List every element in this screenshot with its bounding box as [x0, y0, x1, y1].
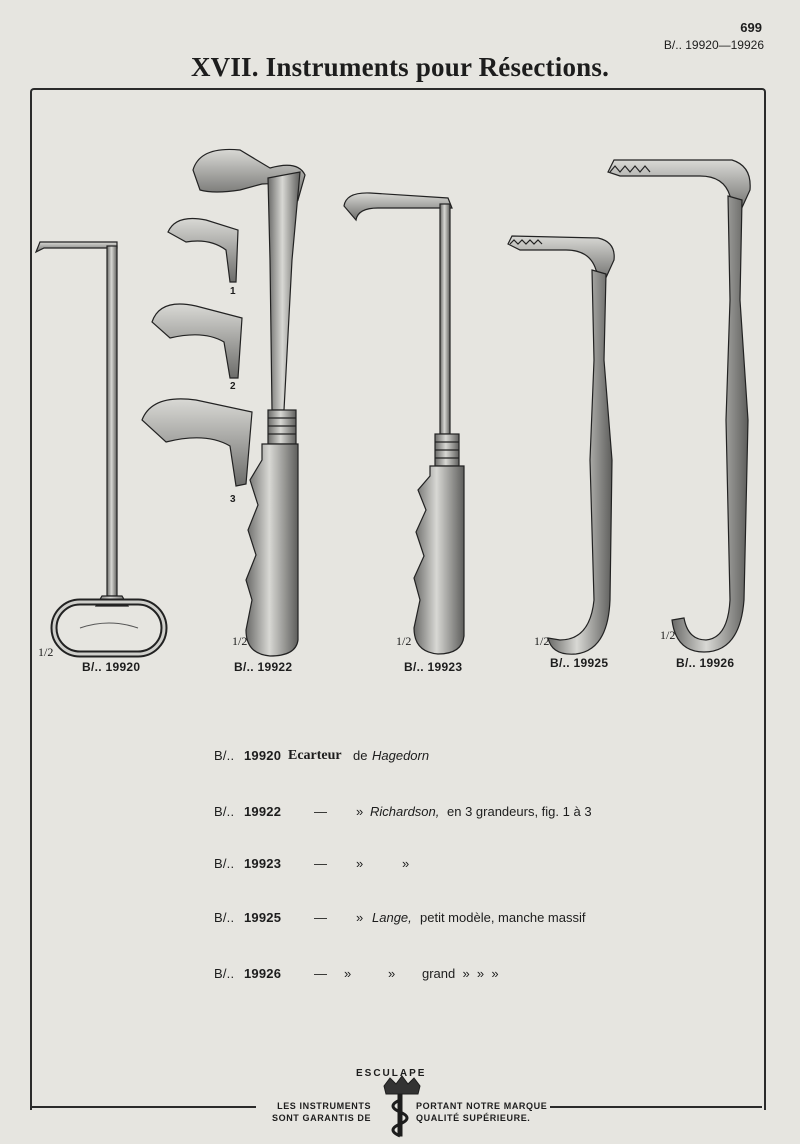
catalog-number: 19925: [244, 910, 282, 925]
catalog-dash: —: [314, 966, 327, 981]
page-title: XVII. Instruments pour Résections.: [190, 52, 610, 82]
catalog-dash: —: [314, 910, 327, 925]
footer-brand: ESCULAPE: [356, 1068, 427, 1079]
figure-code-19925: B/.. 19925: [550, 656, 609, 670]
blade-number-1: 1: [230, 286, 236, 297]
catalog-number: 19920: [244, 748, 282, 763]
scale-19922: 1/2: [232, 634, 248, 648]
figure-code-19926: B/.. 19926: [676, 656, 735, 670]
scale-19923: 1/2: [396, 634, 412, 648]
scale-19926: 1/2: [660, 628, 676, 642]
page-number: 699: [740, 20, 762, 35]
catalog-detail: grand » » »: [422, 966, 499, 981]
catalog-connector: de: [353, 748, 368, 763]
scale-19925: 1/2: [534, 634, 550, 648]
footer-rule-left: [30, 1106, 256, 1108]
catalog-number: 19923: [244, 856, 282, 871]
catalog-prefix: B/..: [214, 748, 235, 763]
footer-right-line-1: PORTANT NOTRE MARQUE: [416, 1101, 548, 1111]
footer-rule-right: [550, 1106, 762, 1108]
footer-left-line-1: LES INSTRUMENTS: [277, 1101, 372, 1111]
catalog-dash: —: [314, 804, 327, 819]
catalog-ditto: »: [356, 856, 364, 871]
figure-code-19920: B/.. 19920: [82, 660, 141, 674]
blade-number-3: 3: [230, 494, 236, 505]
retractor-19923-illustration: [344, 193, 464, 654]
scale-19920: 1/2: [38, 645, 54, 659]
catalog-detail: en 3 grandeurs, fig. 1 à 3: [447, 804, 592, 819]
figure-code-19923: B/.. 19923: [404, 660, 463, 674]
catalog-ditto: »: [344, 966, 352, 981]
catalog-number: 19922: [244, 804, 282, 819]
catalog-author: Richardson,: [370, 804, 440, 819]
catalog-number: 19926: [244, 966, 282, 981]
catalog-dash: —: [314, 856, 327, 871]
esculape-logo-icon: [384, 1076, 420, 1136]
figure-code-19922: B/.. 19922: [234, 660, 293, 674]
catalog-ditto: »: [356, 804, 364, 819]
catalog-author: Lange,: [372, 910, 412, 925]
footer-left-line-2: SONT GARANTIS DE: [272, 1113, 372, 1123]
blade-number-2: 2: [230, 381, 236, 392]
footer-right-text: [416, 1100, 547, 1124]
footer-left-text: [272, 1100, 371, 1124]
catalog-prefix: B/..: [214, 966, 235, 981]
hagedorn-retractor-illustration: [36, 242, 164, 654]
lange-large-retractor-illustration: [608, 160, 750, 652]
catalog-detail: »: [402, 856, 410, 871]
catalog-name: Ecarteur: [288, 748, 342, 763]
catalog-range: B/.. 19920—19926: [663, 38, 764, 52]
catalog-prefix: B/..: [214, 856, 235, 871]
catalog-author: Hagedorn: [372, 748, 430, 763]
catalog-prefix: B/..: [214, 804, 235, 819]
catalog-prefix: B/..: [214, 910, 235, 925]
footer-right-line-2: QUALITÉ SUPÉRIEURE.: [416, 1113, 531, 1123]
richardson-retractor-illustration: [142, 149, 305, 656]
catalog-ditto: »: [356, 910, 364, 925]
catalog-detail: petit modèle, manche massif: [420, 910, 586, 925]
lange-small-retractor-illustration: [508, 236, 614, 654]
catalog-connector: »: [388, 966, 396, 981]
